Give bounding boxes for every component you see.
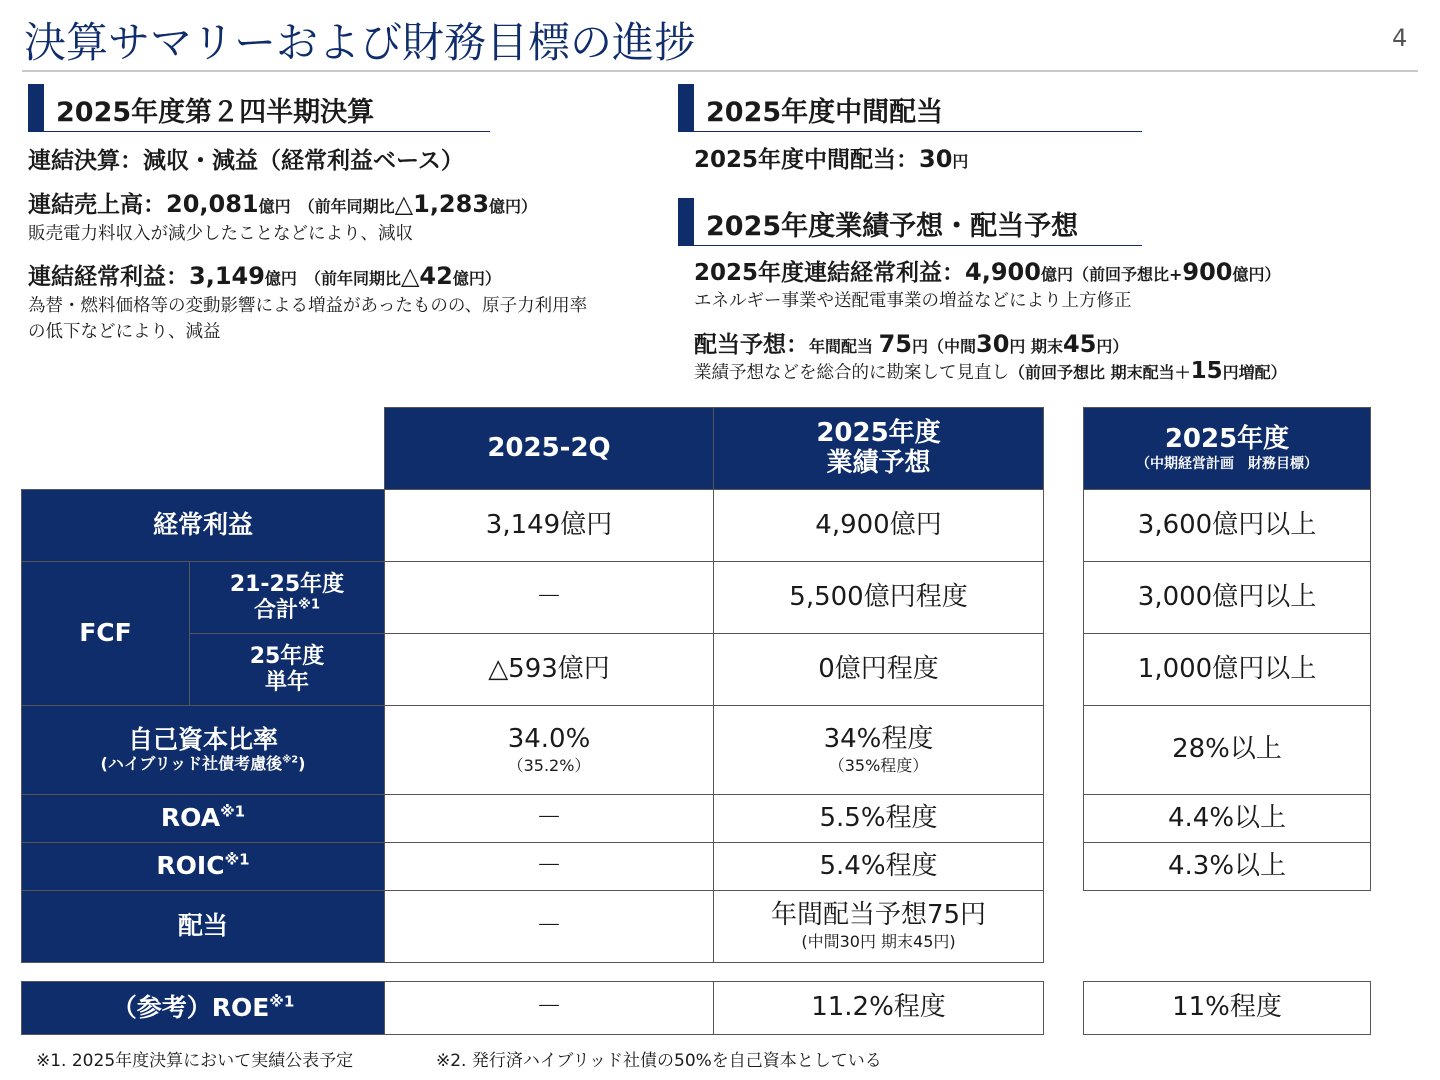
- forecast-compare-value: 900: [1182, 258, 1233, 286]
- forecast-compare-open: （前回予想比+: [1072, 265, 1183, 284]
- profit-line: [28, 258, 501, 291]
- cell-roa-target: 4.4%以上: [1083, 794, 1371, 843]
- row-label-line1: 25年度: [249, 644, 325, 670]
- results-summary: 連結決算：減収・減益（経常利益ベース）: [28, 148, 464, 174]
- title-divider: [22, 70, 1418, 72]
- dividend-forecast-final-unit: 円）: [1096, 337, 1129, 356]
- col-header-2q: [384, 407, 714, 490]
- profit-unit: 億円: [264, 269, 297, 288]
- cell-main-value: 34.0%: [507, 723, 591, 754]
- cell-fcf-total-forecast: 5,500億円程度: [713, 561, 1044, 634]
- section-title: 2025年度業績予想・配当予想: [706, 211, 1079, 242]
- profit-compare-value: △42: [400, 262, 453, 290]
- cell-equity-ratio-2q: [384, 705, 714, 795]
- row-label-roic: [21, 842, 385, 891]
- dividend-forecast-interim-unit: 円 期末: [1009, 337, 1063, 356]
- section-underline: [694, 245, 1142, 246]
- cell-roic-2q: －: [384, 842, 714, 891]
- profit-compare-open: （前年同期比: [304, 269, 401, 288]
- cell-main-value: 年間配当予想75円: [770, 900, 987, 931]
- cell-sub-value: （35%程度）: [828, 755, 929, 775]
- row-label-text: 配当: [177, 911, 228, 941]
- cell-fcf-single-2q: △593億円: [384, 633, 714, 706]
- row-label-fcf: [21, 561, 190, 706]
- col-header-forecast-line1: 2025年度: [816, 417, 941, 448]
- row-label-roa: [21, 794, 385, 843]
- cell-ordinary-profit-forecast: 4,900億円: [713, 489, 1044, 562]
- profit-compare-unit: 億円）: [452, 269, 501, 288]
- dividend-forecast-note-bold-value: 15: [1190, 358, 1223, 384]
- sales-compare-unit: 億円）: [489, 197, 538, 216]
- sales-label: 連結売上高：: [28, 192, 166, 218]
- profit-note-line2: の低下などにより、減益: [28, 322, 221, 342]
- section-title: 2025年度中間配当: [706, 97, 944, 128]
- sales-note: 販売電力料収入が減少したことなどにより、減収: [28, 224, 413, 244]
- row-label-equity-ratio: [21, 705, 385, 795]
- cell-fcf-total-target: 3,000億円以上: [1083, 561, 1371, 634]
- section-heading-forecast: [678, 198, 1142, 246]
- section-heading-interim-dividend: [678, 84, 1142, 132]
- cell-roe-target: 11%程度: [1083, 981, 1371, 1035]
- profit-label: 連結経常利益：: [28, 264, 189, 290]
- dividend-forecast-line: [694, 326, 1128, 359]
- row-label-text: 経常利益: [152, 510, 253, 540]
- cell-roe-forecast: 11.2%程度: [713, 981, 1044, 1035]
- section-bar: [28, 84, 44, 132]
- dividend-forecast-annual-value: 75: [878, 330, 912, 358]
- row-label-text: ROIC: [156, 851, 225, 881]
- dividend-forecast-note-bold-close: 円増配）: [1222, 363, 1287, 382]
- dividend-forecast-note-bold-open: （前回予想比 期末配当＋: [1009, 363, 1191, 382]
- dividend-forecast-final-value: 45: [1063, 330, 1097, 358]
- sales-unit: 億円: [258, 197, 291, 216]
- forecast-profit-value: 4,900: [965, 258, 1041, 286]
- footnote-mark: ※1: [269, 992, 295, 1011]
- footnote-mark: ※1: [224, 850, 250, 869]
- forecast-profit-line: [694, 254, 1281, 287]
- cell-main-value: 34%程度: [823, 723, 934, 754]
- row-label-line1: 21-25年度: [229, 572, 345, 598]
- dividend-forecast-note-line: [694, 358, 1287, 384]
- dividend-forecast-interim-value: 30: [976, 330, 1010, 358]
- cell-ordinary-profit-2q: 3,149億円: [384, 489, 714, 562]
- row-label-text: FCF: [79, 618, 132, 648]
- dividend-forecast-label: 配当予想：: [694, 332, 809, 358]
- cell-roic-forecast: 5.4%程度: [713, 842, 1044, 891]
- section-underline: [44, 131, 490, 132]
- sales-line: [28, 186, 537, 219]
- row-label-fcf-single: [189, 633, 385, 706]
- interim-dividend-line: [694, 141, 968, 174]
- footnote-mark: ※1: [220, 802, 246, 821]
- profit-note-line1: 為替・燃料価格等の変動影響による増益があったものの、原子力利用率: [28, 296, 588, 316]
- cell-dividend-forecast: [713, 890, 1044, 963]
- page-number: 4: [1392, 24, 1408, 52]
- cell-equity-ratio-target: 28%以上: [1083, 705, 1371, 795]
- col-header-target-line1: 2025年度: [1164, 423, 1290, 454]
- dividend-forecast-yen: 円: [911, 337, 928, 356]
- row-label-text: ROA: [160, 803, 221, 833]
- cell-roa-2q: －: [384, 794, 714, 843]
- footnote-1: ※1. 2025年度決算において実績公表予定: [36, 1051, 354, 1071]
- col-header-2q-text: 2025-2Q: [487, 432, 611, 463]
- cell-fcf-total-2q: －: [384, 561, 714, 634]
- cell-roe-2q: －: [384, 981, 714, 1035]
- cell-fcf-single-target: 1,000億円以上: [1083, 633, 1371, 706]
- sales-value: 20,081: [166, 190, 259, 218]
- cell-ordinary-profit-target: 3,600億円以上: [1083, 489, 1371, 562]
- footnote-mark: ※2: [282, 754, 299, 766]
- section-bar: [678, 198, 694, 246]
- row-label-roe: [21, 981, 385, 1035]
- row-label-line2: (ハイブリッド社債考慮後: [100, 754, 283, 774]
- sales-compare-value: △1,283: [394, 190, 490, 218]
- interim-dividend-unit: 円: [952, 152, 969, 171]
- row-label-close: ): [298, 754, 306, 774]
- section-title: 2025年度第２四半期決算: [56, 97, 375, 128]
- cell-equity-ratio-forecast: [713, 705, 1044, 795]
- dividend-forecast-note: 業績予想などを総合的に勘案して見直し: [694, 363, 1009, 383]
- col-header-forecast: [713, 407, 1044, 490]
- sales-compare-open: （前年同期比: [298, 197, 395, 216]
- row-label-line2: 合計: [253, 597, 298, 623]
- forecast-compare-unit: 億円）: [1232, 265, 1281, 284]
- dividend-forecast-annual-label: 年間配当: [809, 337, 879, 356]
- col-header-forecast-line2: 業績予想: [826, 447, 931, 478]
- section-underline: [694, 131, 1142, 132]
- cell-dividend-2q: －: [384, 890, 714, 963]
- row-label-fcf-total: [189, 561, 385, 634]
- interim-dividend-value: 30: [919, 145, 953, 173]
- cell-fcf-single-forecast: 0億円程度: [713, 633, 1044, 706]
- row-label-text: （参考）ROE: [111, 992, 270, 1022]
- page-title: 決算サマリーおよび財務目標の進捗: [24, 18, 697, 67]
- footnote-2: ※2. 発行済ハイブリッド社債の50%を自己資本としている: [436, 1051, 882, 1071]
- section-bar: [678, 84, 694, 132]
- dividend-forecast-interim-open: （中間: [928, 337, 977, 356]
- profit-value: 3,149: [189, 262, 265, 290]
- forecast-profit-label: 2025年度連結経常利益：: [694, 260, 966, 286]
- cell-roa-forecast: 5.5%程度: [713, 794, 1044, 843]
- row-label-ordinary-profit: [21, 489, 385, 562]
- cell-sub-value: （35.2%）: [507, 755, 591, 775]
- row-label-dividend: [21, 890, 385, 963]
- row-label-line2: 単年: [264, 669, 309, 695]
- row-label-line1: 自己資本比率: [127, 725, 278, 755]
- footnote-mark: ※1: [298, 597, 320, 613]
- forecast-profit-unit: 億円: [1040, 265, 1073, 284]
- interim-dividend-label: 2025年度中間配当：: [694, 147, 920, 173]
- col-header-target: [1083, 407, 1371, 490]
- forecast-profit-note: エネルギー事業や送配電事業の増益などにより上方修正: [694, 291, 1132, 311]
- section-heading-q2-results: [28, 84, 490, 132]
- cell-sub-value: (中間30円 期末45円): [801, 932, 956, 952]
- cell-roic-target: 4.3%以上: [1083, 842, 1371, 891]
- col-header-target-line2: （中期経営計画 財務目標）: [1136, 456, 1318, 473]
